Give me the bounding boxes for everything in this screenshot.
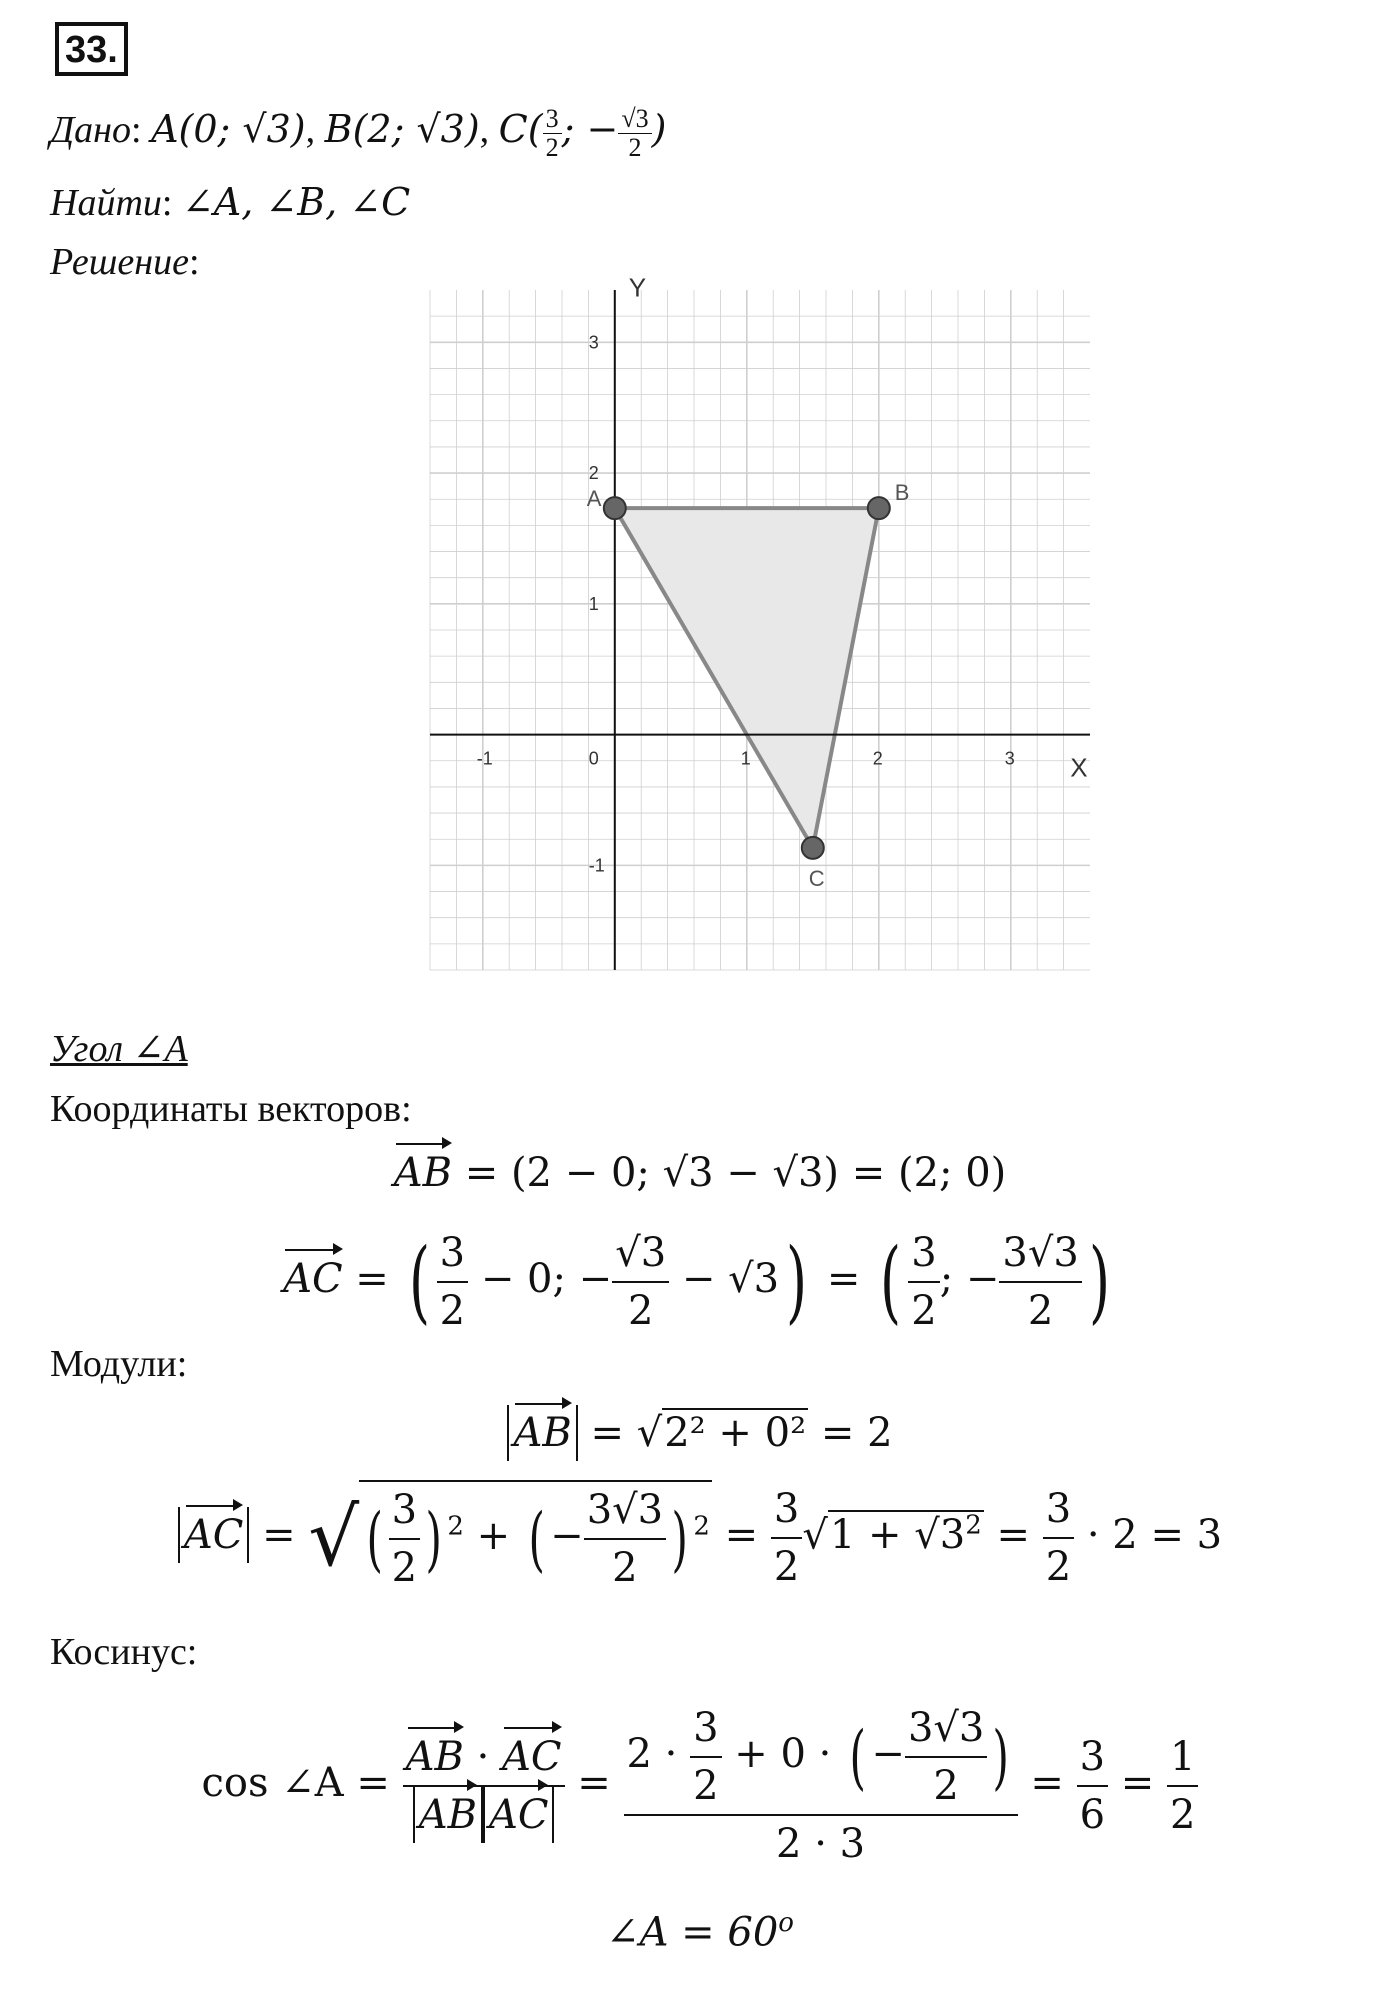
- paren-close: ): [786, 1229, 808, 1334]
- ab-formula: [0, 1145, 1400, 1201]
- coordinate-graph: [430, 272, 1090, 970]
- mod-ac-eq: =: [262, 1512, 296, 1558]
- x-tick-label: 1: [740, 748, 751, 769]
- cos-eq-1: =: [577, 1760, 611, 1806]
- ac-frac-1: $\frac{3}{2}$: [437, 1225, 468, 1339]
- mod-ab-sqrt: √2² + 0²: [636, 1410, 807, 1456]
- mod-ac-vector: AC: [184, 1507, 244, 1563]
- find-line: Найти: ∠A, ∠B, ∠C: [50, 180, 411, 224]
- angle-a-result-text: ∠A = 60: [606, 1909, 779, 1956]
- given-point-c-prefix: C(: [498, 107, 543, 152]
- given-label: Дано: [50, 109, 132, 152]
- ac-formula: [0, 1225, 1400, 1339]
- point-label-a: A: [586, 486, 602, 512]
- mod-ac-sq-2: 2: [693, 1511, 710, 1542]
- ac-mid-2: − √3: [681, 1256, 780, 1302]
- cos-num-ac: AC: [502, 1729, 562, 1785]
- angle-a-result: [0, 1895, 1400, 1960]
- paren-open-2: (: [880, 1229, 902, 1334]
- given-c-sep: ; −: [561, 107, 619, 152]
- point-a: [604, 497, 626, 519]
- cos-result-frac-1: $\frac{3}{6}$: [1077, 1729, 1108, 1843]
- mod-ac-minus: −: [550, 1513, 584, 1559]
- cos-result-frac-2: $\frac{1}{2}$: [1167, 1729, 1198, 1843]
- mod-ac-plus: +: [476, 1513, 511, 1559]
- mod-ac-sqrt: √ ( $\frac{3}{2}$ ) $^2$ + ( − $\frac{3√3}{2}$ ) $^2$: [308, 1480, 712, 1596]
- cos-big-den: 2 · 3: [776, 1821, 866, 1867]
- given-c-close: ): [651, 107, 667, 152]
- mod-ac-sq-3: 2: [965, 1510, 982, 1541]
- vector-ac: AC: [283, 1251, 343, 1307]
- cos-big-num-a: 2 ·: [626, 1731, 678, 1777]
- angle-a-result-degree: o: [778, 1908, 794, 1938]
- find-label: Найти: [50, 182, 162, 224]
- y-tick-label: 3: [588, 332, 599, 353]
- cos-formula: [0, 1700, 1400, 1872]
- moduli-label: Модули:: [50, 1343, 188, 1385]
- mod-ab-bars: [507, 1405, 577, 1461]
- angle-a-heading-line: [50, 1025, 188, 1073]
- mod-ac-frac-4: $\frac{3}{2}$: [1043, 1481, 1074, 1595]
- given-point-a: A(0; √3): [151, 107, 306, 152]
- problem-number: 33.: [55, 22, 128, 76]
- ac-frac-3: $\frac{3}{2}$: [908, 1225, 939, 1339]
- point-label-b: B: [894, 480, 910, 506]
- x-tick-label: 3: [1004, 748, 1015, 769]
- given-c-frac-2: $\frac{√3}{2}$: [618, 105, 651, 162]
- mod-ac-frac-3: $\frac{3}{2}$: [771, 1481, 802, 1595]
- mod-ac-sq-1: 2: [447, 1511, 464, 1542]
- point-label-c: C: [808, 865, 825, 891]
- solution-line: Решение:: [50, 241, 200, 283]
- ac-mid-1: − 0; −: [480, 1256, 613, 1302]
- mod-ab-result: = 2: [820, 1410, 893, 1456]
- cos-inner-frac-1: $\frac{3}{2}$: [690, 1700, 721, 1814]
- coords-label: Координаты векторов:: [50, 1088, 412, 1130]
- cos-big-num-minus: −: [871, 1731, 905, 1777]
- cos-eq-2: =: [1030, 1760, 1064, 1806]
- find-value: ∠A, ∠B, ∠C: [181, 180, 411, 224]
- mod-ac-bars: [178, 1507, 250, 1563]
- vector-ab: AB: [394, 1145, 452, 1201]
- mod-ac-sqrt-2: $√1 + √3^2$: [802, 1510, 982, 1558]
- x-tick-label: 0: [588, 748, 599, 769]
- given-c-frac-1: $\frac{3}{2}$: [543, 105, 562, 162]
- given-line: Дано: A(0; √3), B(2; √3), C( $\frac{3}{2}$ ; − $\frac{√3}{2}$ ): [50, 104, 667, 162]
- cos-den-ab: AB: [419, 1787, 477, 1843]
- mod-ab-formula: [0, 1405, 1400, 1461]
- point-b: [868, 497, 890, 519]
- cos-eq-3: =: [1120, 1760, 1155, 1806]
- ac-eq-2: =: [826, 1256, 861, 1302]
- y-axis-label: Y: [628, 272, 647, 303]
- ac-mid-3: ; −: [939, 1256, 1000, 1302]
- paren-open: (: [408, 1229, 430, 1334]
- cos-frac-values: 2 · $\frac{3}{2}$ + 0 · ( − $\frac{3√3}{2}$ ) 2 · 3: [624, 1700, 1018, 1872]
- cos-lhs: cos ∠A =: [201, 1760, 390, 1806]
- ab-expression: = (2 − 0; √3 − √3) = (2; 0): [464, 1150, 1007, 1196]
- y-tick-label: 1: [588, 593, 599, 614]
- angle-a-heading: Угол ∠A: [50, 1028, 188, 1070]
- point-c: [802, 837, 824, 859]
- mod-ab-eq: =: [590, 1410, 624, 1456]
- mod-ac-eq-2: =: [724, 1512, 759, 1558]
- mod-ac-result: · 2 = 3: [1086, 1512, 1223, 1558]
- mod-ac-rad-2: 1 + √3: [829, 1512, 966, 1558]
- cosine-label: Косинус:: [50, 1631, 198, 1673]
- ac-frac-4: $\frac{3√3}{2}$: [999, 1225, 1081, 1339]
- cosine-label-line: [50, 1628, 197, 1676]
- cos-num-ab: AB: [406, 1729, 464, 1785]
- cos-dot: ·: [476, 1734, 490, 1780]
- cos-inner-frac-2: $\frac{3√3}{2}$: [905, 1700, 987, 1814]
- moduli-label-line: [50, 1340, 187, 1388]
- x-axis-label: X: [1070, 752, 1088, 783]
- mod-ac-formula: [0, 1480, 1400, 1596]
- given-point-b: B(2; √3): [324, 107, 480, 152]
- mod-ac-eq-3: =: [996, 1512, 1030, 1558]
- cos-frac-vectors: [403, 1729, 565, 1843]
- paren-close-2: ): [1088, 1229, 1110, 1334]
- x-tick-label: -1: [476, 748, 493, 769]
- coords-label-line: [50, 1085, 412, 1133]
- y-tick-label: 2: [588, 463, 599, 484]
- mod-ab-vector: AB: [513, 1405, 571, 1461]
- mod-ac-frac-1: $\frac{3}{2}$: [389, 1482, 420, 1596]
- cos-den-ac: AC: [489, 1787, 549, 1843]
- mod-ac-frac-2: $\frac{3√3}{2}$: [584, 1482, 666, 1596]
- cos-big-num-b: + 0 ·: [734, 1731, 832, 1777]
- y-tick-label: -1: [588, 855, 605, 876]
- ac-eq: =: [355, 1256, 389, 1302]
- solution-label: Решение: [50, 241, 189, 283]
- ac-frac-2: $\frac{√3}{2}$: [612, 1225, 669, 1339]
- x-tick-label: 2: [872, 748, 883, 769]
